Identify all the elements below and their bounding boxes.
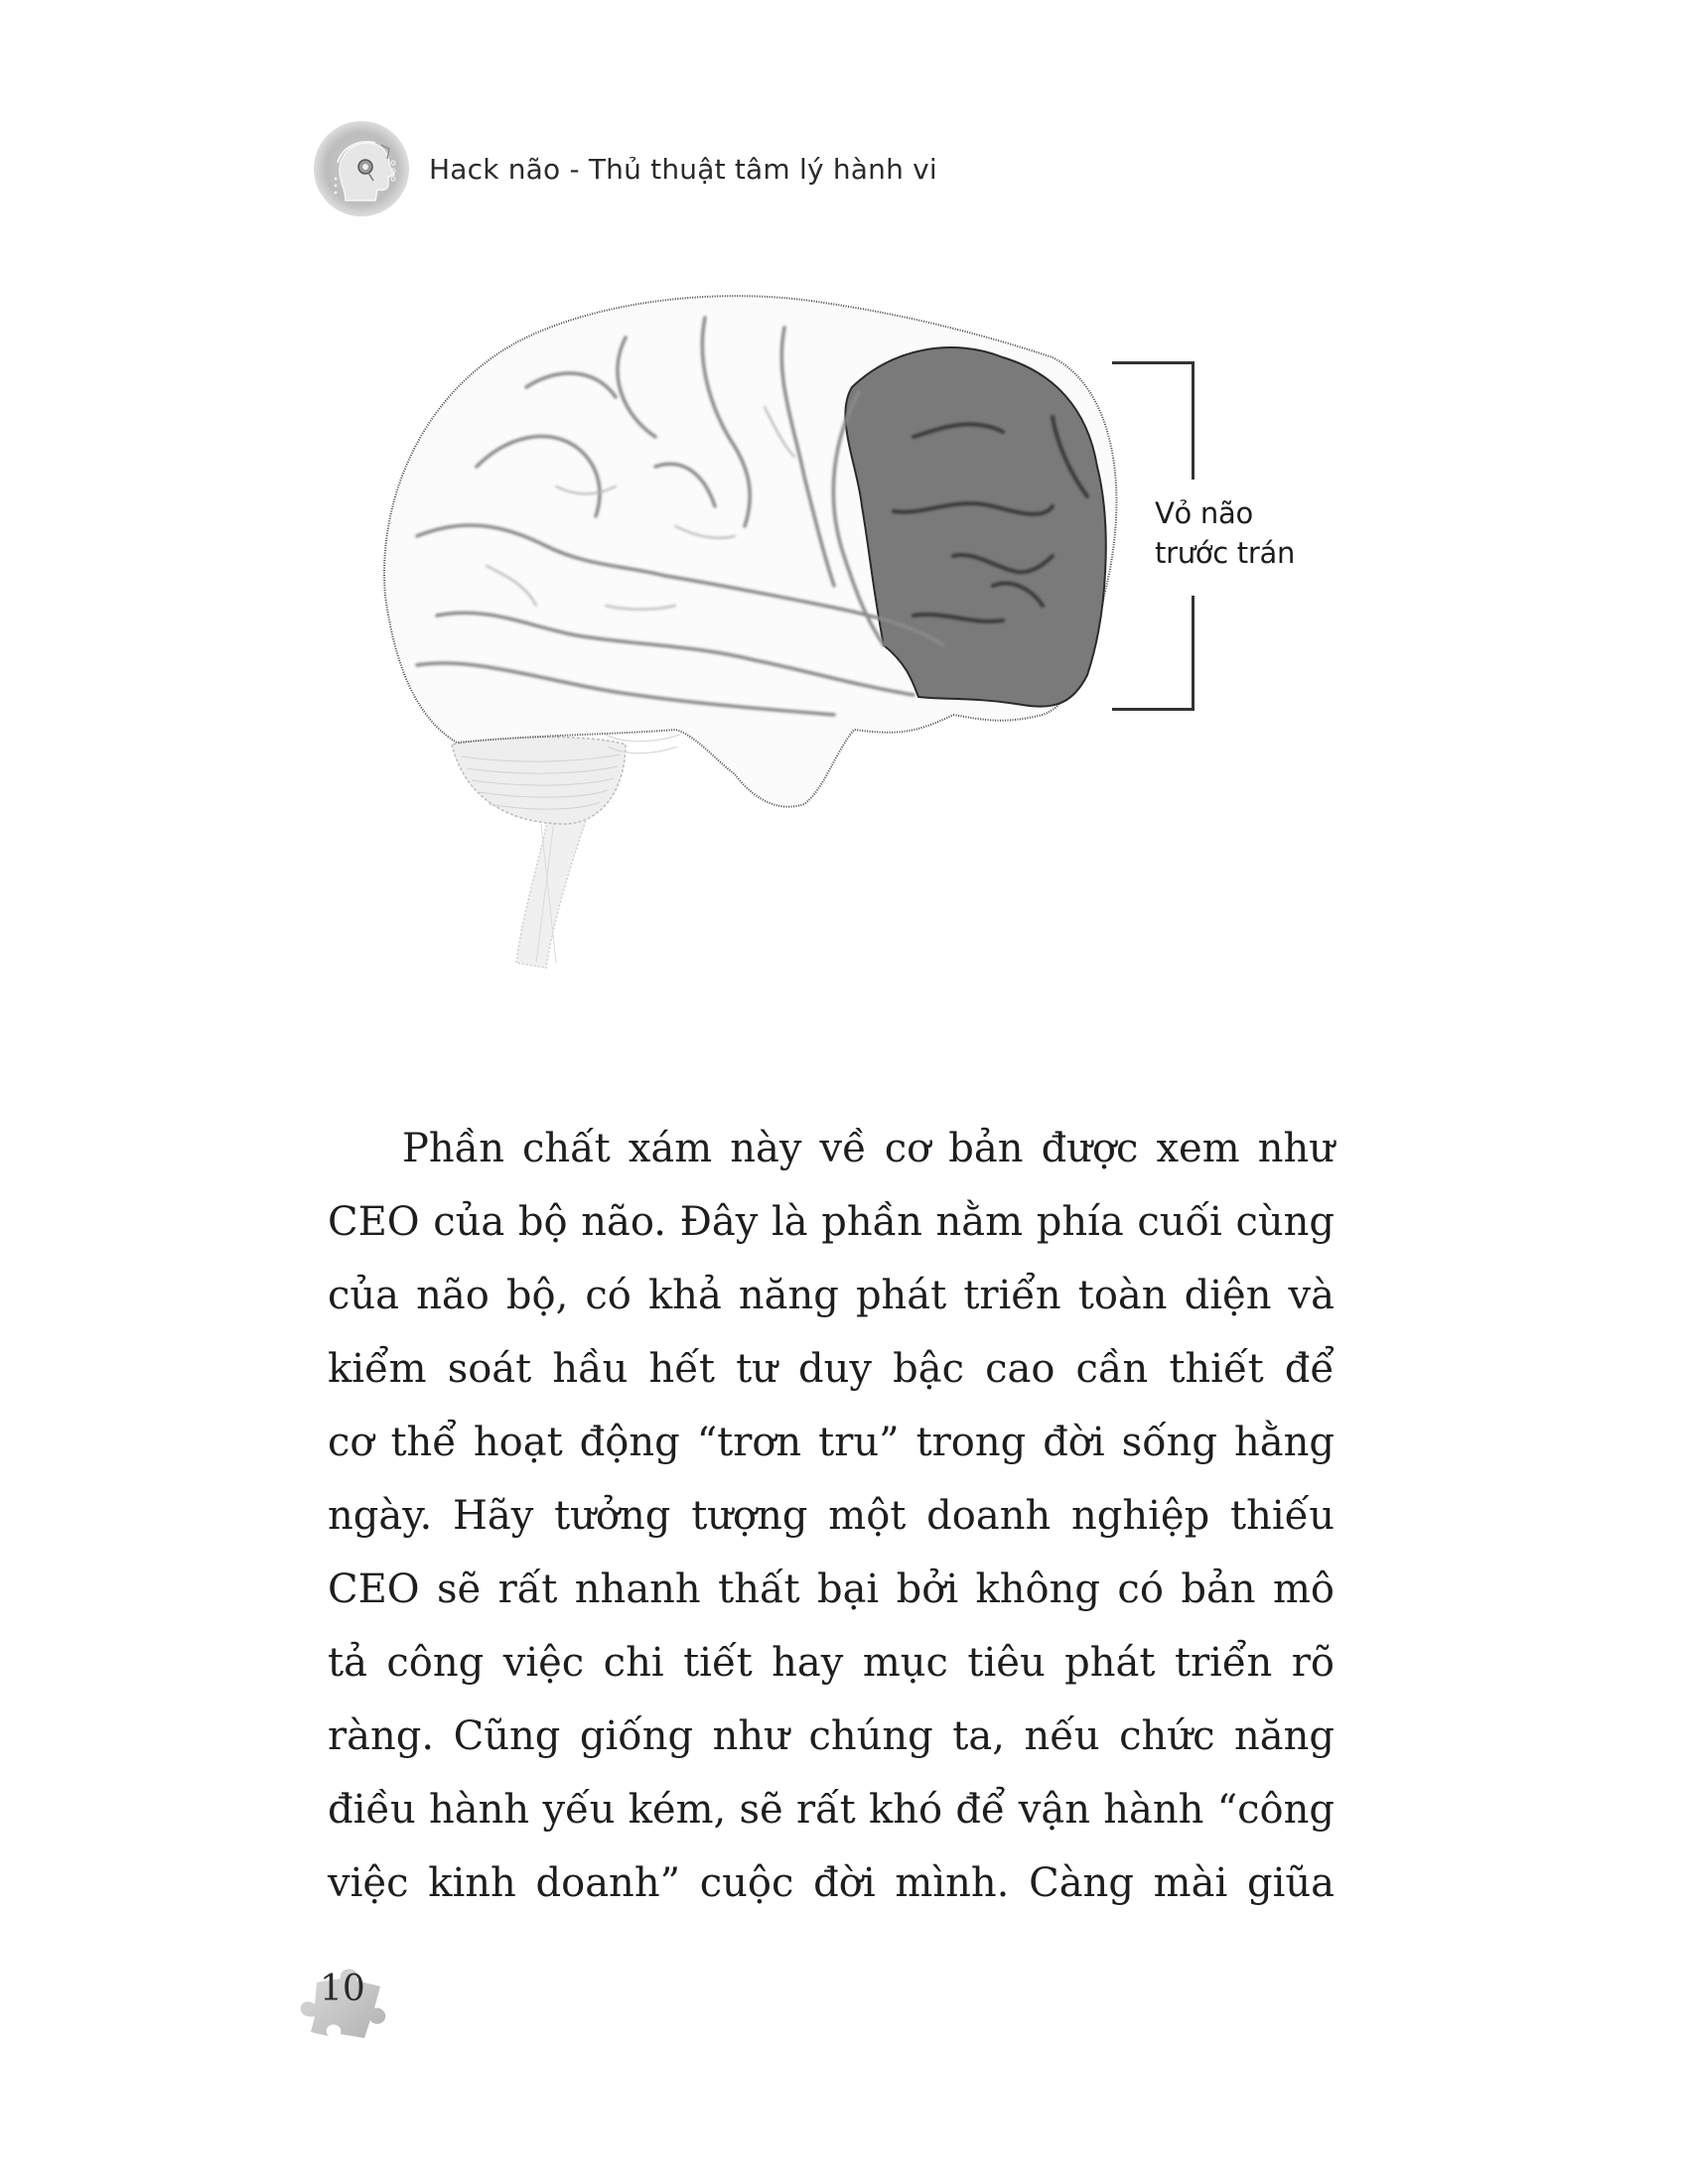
prefrontal-cortex-label bbox=[1155, 493, 1295, 573]
body-line: của não bộ, có khả năng phát triển toàn diện và bbox=[328, 1273, 1335, 1318]
body-paragraph bbox=[328, 1112, 1335, 1920]
body-line: ràng. Cũng giống như chúng ta, nếu chức năng bbox=[328, 1713, 1335, 1759]
body-line: cơ thể hoạt động “trơn tru” trong đời sống hằng bbox=[328, 1420, 1335, 1465]
label-line-2: trước trán bbox=[1155, 536, 1296, 570]
body-line: kiểm soát hầu hết tư duy bậc cao cần thiết để bbox=[328, 1346, 1335, 1392]
body-line: tả công việc chi tiết hay mục tiêu phát triển rõ bbox=[328, 1640, 1335, 1686]
body-line: điều hành yếu kém, sẽ rất khó để vận hành “công bbox=[328, 1787, 1335, 1833]
page-number-badge bbox=[283, 1961, 402, 2040]
running-header bbox=[316, 121, 937, 216]
bracket-top bbox=[1112, 361, 1195, 479]
bracket-bottom bbox=[1112, 596, 1195, 711]
page-number: 10 bbox=[320, 1969, 365, 2009]
head-profile-logo-icon bbox=[316, 123, 407, 214]
body-line: Phần chất xám này về cơ bản được xem như bbox=[402, 1126, 1335, 1171]
body-line: CEO của bộ não. Đây là phần nằm phía cuối cùng bbox=[328, 1199, 1335, 1245]
book-title: Hack não - Thủ thuật tâm lý hành vi bbox=[429, 152, 937, 186]
body-line: CEO sẽ rất nhanh thất bại bởi không có bản mô bbox=[328, 1567, 1335, 1612]
body-line: ngày. Hãy tưởng tượng một doanh nghiệp thiếu bbox=[328, 1493, 1335, 1539]
body-line: việc kinh doanh” cuộc đời mình. Càng mài giũa bbox=[328, 1860, 1335, 1906]
label-line-1: Vỏ não bbox=[1155, 496, 1253, 530]
